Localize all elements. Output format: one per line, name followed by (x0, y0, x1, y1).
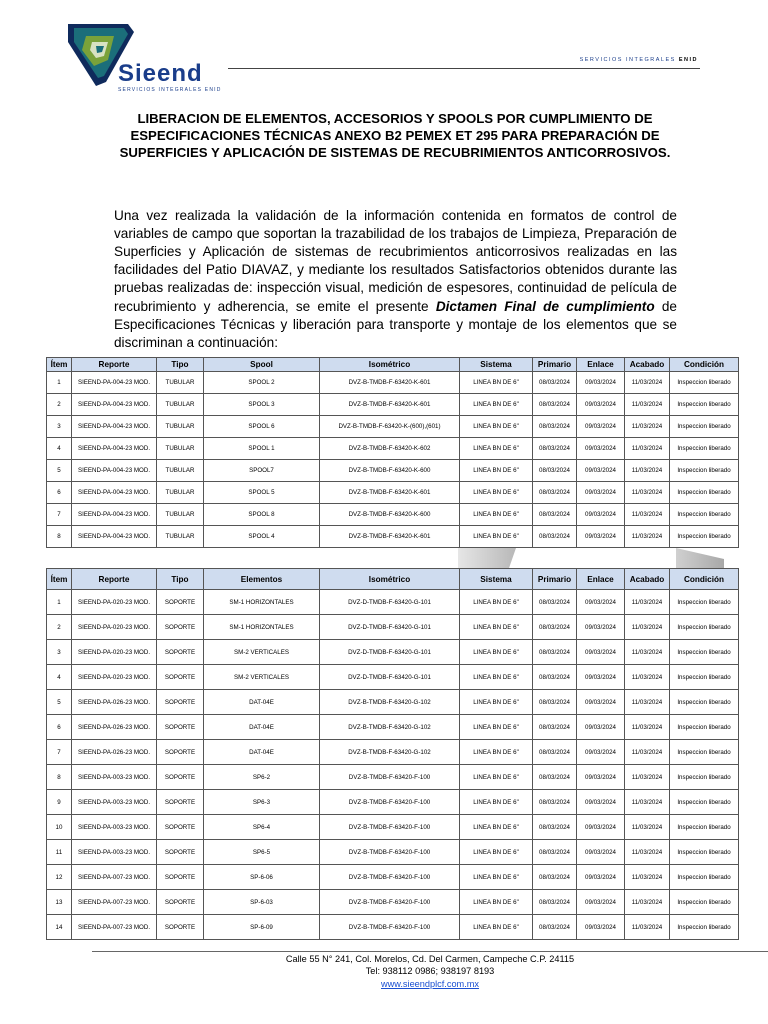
table-cell: 09/03/2024 (577, 840, 625, 865)
column-header: Condición (670, 358, 739, 372)
table-cell: SIEEND-PA-003-23 MOD. (72, 815, 157, 840)
table-cell: LINEA BN DE 6" (460, 504, 533, 526)
table-cell: 09/03/2024 (577, 790, 625, 815)
table-cell: SIEEND-PA-020-23 MOD. (72, 615, 157, 640)
table-cell: DAT-04E (204, 715, 320, 740)
table-cell: 09/03/2024 (577, 526, 625, 548)
table-cell: 11/03/2024 (625, 526, 670, 548)
table-cell: SIEEND-PA-004-23 MOD. (72, 438, 157, 460)
table-row (47, 460, 739, 482)
table-row (47, 865, 739, 890)
table-cell: DVZ-B-TMDB-F-63420-G-102 (320, 740, 460, 765)
table-cell: SPOOL 3 (204, 394, 320, 416)
brand-subtitle: SERVICIOS INTEGRALES ENID (118, 87, 222, 93)
column-header: Reporte (72, 569, 157, 590)
table-cell: 08/03/2024 (533, 615, 577, 640)
table-cell: SOPORTE (157, 690, 204, 715)
table-cell: 11/03/2024 (625, 915, 670, 940)
table-cell: LINEA BN DE 6" (460, 526, 533, 548)
table-cell: Inspeccion liberado (670, 865, 739, 890)
table-cell: SIEEND-PA-020-23 MOD. (72, 665, 157, 690)
table-cell: LINEA BN DE 6" (460, 460, 533, 482)
table-cell: 09/03/2024 (577, 865, 625, 890)
table-cell: LINEA BN DE 6" (460, 394, 533, 416)
table-cell: SOPORTE (157, 615, 204, 640)
table-row (47, 790, 739, 815)
brand-name: Sieend (118, 60, 203, 87)
table-cell: SP-6-09 (204, 915, 320, 940)
column-header: Spool (204, 358, 320, 372)
table-cell: LINEA BN DE 6" (460, 690, 533, 715)
table-cell: 1 (47, 590, 72, 615)
table-cell: 09/03/2024 (577, 460, 625, 482)
table-cell: 08/03/2024 (533, 416, 577, 438)
column-header: Primario (533, 569, 577, 590)
table-cell: LINEA BN DE 6" (460, 416, 533, 438)
table-cell: LINEA BN DE 6" (460, 765, 533, 790)
table-cell: 9 (47, 790, 72, 815)
table-cell: 4 (47, 438, 72, 460)
table-cell: SPOOL 5 (204, 482, 320, 504)
table-cell: DVZ-D-TMDB-F-63420-G-101 (320, 665, 460, 690)
table-cell: Inspeccion liberado (670, 840, 739, 865)
table-cell: LINEA BN DE 6" (460, 590, 533, 615)
table-cell: DVZ-B-TMDB-F-63420-K-(600),(601) (320, 416, 460, 438)
table-cell: SIEEND-PA-026-23 MOD. (72, 690, 157, 715)
intro-emphasis: Dictamen Final de cumplimiento (435, 298, 655, 314)
footer-address: Calle 55 N° 241, Col. Morelos, Cd. Del Carmen, Campeche C.P. 24115 (285, 954, 575, 964)
table-row (47, 416, 739, 438)
table-cell: SOPORTE (157, 815, 204, 840)
table-cell: SOPORTE (157, 865, 204, 890)
table-cell: DVZ-B-TMDB-F-63420-K-601 (320, 526, 460, 548)
table-cell: 11/03/2024 (625, 865, 670, 890)
table-cell: 09/03/2024 (577, 416, 625, 438)
table-cell: 2 (47, 394, 72, 416)
table-cell: 13 (47, 890, 72, 915)
table-cell: LINEA BN DE 6" (460, 865, 533, 890)
column-header: Tipo (157, 569, 204, 590)
table-cell: Inspeccion liberado (670, 394, 739, 416)
table-cell: SIEEND-PA-020-23 MOD. (72, 590, 157, 615)
column-header: Primario (533, 358, 577, 372)
footer-phone: Tel: 938112 0986; 938197 8193 (365, 966, 495, 977)
table-cell: Inspeccion liberado (670, 504, 739, 526)
footer-divider (92, 951, 768, 952)
table-cell: TUBULAR (157, 482, 204, 504)
table-cell: DVZ-B-TMDB-F-63420-G-102 (320, 690, 460, 715)
table-cell: 08/03/2024 (533, 790, 577, 815)
table-cell: LINEA BN DE 6" (460, 815, 533, 840)
table-cell: SOPORTE (157, 740, 204, 765)
table-cell: SOPORTE (157, 640, 204, 665)
table-cell: 09/03/2024 (577, 740, 625, 765)
table-row (47, 715, 739, 740)
table-cell: Inspeccion liberado (670, 740, 739, 765)
table-cell: SIEEND-PA-007-23 MOD. (72, 865, 157, 890)
table-cell: 08/03/2024 (533, 740, 577, 765)
table-cell: 11/03/2024 (625, 840, 670, 865)
table-cell: 11/03/2024 (625, 765, 670, 790)
spools-table (46, 357, 739, 548)
table-row (47, 526, 739, 548)
table-cell: 09/03/2024 (577, 715, 625, 740)
table-row (47, 372, 739, 394)
table-cell: 08/03/2024 (533, 840, 577, 865)
table-cell: SIEEND-PA-007-23 MOD. (72, 890, 157, 915)
table-cell: 08/03/2024 (533, 504, 577, 526)
table-cell: SM-1 HORIZONTALES (204, 590, 320, 615)
table-cell: 11/03/2024 (625, 740, 670, 765)
table-cell: Inspeccion liberado (670, 640, 739, 665)
table-cell: 09/03/2024 (577, 438, 625, 460)
table-cell: 12 (47, 865, 72, 890)
column-header: Enlace (577, 358, 625, 372)
table-row (47, 394, 739, 416)
table-cell: 08/03/2024 (533, 372, 577, 394)
column-header: Reporte (72, 358, 157, 372)
table-cell: SP-6-03 (204, 890, 320, 915)
table-row (47, 740, 739, 765)
table-cell: DVZ-B-TMDB-F-63420-F-100 (320, 890, 460, 915)
table-cell: DVZ-D-TMDB-F-63420-G-101 (320, 640, 460, 665)
column-header: Ítem (47, 569, 72, 590)
table-cell: LINEA BN DE 6" (460, 915, 533, 940)
decorative-shape (458, 548, 516, 568)
table-cell: SP6-3 (204, 790, 320, 815)
table-cell: DVZ-B-TMDB-F-63420-K-600 (320, 504, 460, 526)
table-cell: SIEEND-PA-004-23 MOD. (72, 394, 157, 416)
table-cell: 11/03/2024 (625, 416, 670, 438)
table-cell: DAT-04E (204, 690, 320, 715)
table-cell: SPOOL 2 (204, 372, 320, 394)
intro-text-2: de Especificaciones Técnicas y liberación para transporte y montaje de los elementos que se discriminan a continuación: (114, 298, 677, 351)
table-cell: 3 (47, 416, 72, 438)
table-cell: LINEA BN DE 6" (460, 740, 533, 765)
table-cell: 09/03/2024 (577, 482, 625, 504)
table-cell: SIEEND-PA-004-23 MOD. (72, 372, 157, 394)
column-header: Isométrico (320, 358, 460, 372)
table-row (47, 915, 739, 940)
table-cell: Inspeccion liberado (670, 790, 739, 815)
column-header: Enlace (577, 569, 625, 590)
table-cell: DVZ-B-TMDB-F-63420-K-601 (320, 394, 460, 416)
table-row (47, 504, 739, 526)
table-row (47, 690, 739, 715)
table-cell: 09/03/2024 (577, 590, 625, 615)
table-cell: LINEA BN DE 6" (460, 640, 533, 665)
table-cell: SPOOL7 (204, 460, 320, 482)
table-cell: Inspeccion liberado (670, 915, 739, 940)
table-cell: DVZ-D-TMDB-F-63420-G-101 (320, 590, 460, 615)
table-cell: 09/03/2024 (577, 690, 625, 715)
table-cell: Inspeccion liberado (670, 690, 739, 715)
column-header: Sistema (460, 358, 533, 372)
table-cell: TUBULAR (157, 394, 204, 416)
table-cell: 11/03/2024 (625, 504, 670, 526)
table-cell: LINEA BN DE 6" (460, 438, 533, 460)
table-cell: 08/03/2024 (533, 590, 577, 615)
table-cell: 09/03/2024 (577, 504, 625, 526)
table-cell: DVZ-D-TMDB-F-63420-G-101 (320, 615, 460, 640)
table-cell: 8 (47, 526, 72, 548)
table-cell: 09/03/2024 (577, 815, 625, 840)
table-cell: 08/03/2024 (533, 526, 577, 548)
header-right-text: SERVICIOS INTEGRALES (579, 57, 676, 63)
header-right-brand: ENID (678, 57, 698, 63)
table-cell: 08/03/2024 (533, 438, 577, 460)
table-cell: 08/03/2024 (533, 482, 577, 504)
table-cell: 11/03/2024 (625, 665, 670, 690)
table-cell: SIEEND-PA-003-23 MOD. (72, 790, 157, 815)
table-cell: Inspeccion liberado (670, 615, 739, 640)
table-cell: LINEA BN DE 6" (460, 482, 533, 504)
table-cell: TUBULAR (157, 526, 204, 548)
table-cell: Inspeccion liberado (670, 815, 739, 840)
column-header: Elementos (204, 569, 320, 590)
column-header: Tipo (157, 358, 204, 372)
table-cell: 3 (47, 640, 72, 665)
table-cell: 08/03/2024 (533, 890, 577, 915)
table-cell: 08/03/2024 (533, 915, 577, 940)
decorative-shape (676, 548, 724, 568)
table-cell: SIEEND-PA-026-23 MOD. (72, 740, 157, 765)
table-cell: 09/03/2024 (577, 890, 625, 915)
table-cell: Inspeccion liberado (670, 590, 739, 615)
page-header (0, 0, 768, 100)
column-header: Condición (670, 569, 739, 590)
table-cell: 09/03/2024 (577, 665, 625, 690)
table-cell: 6 (47, 715, 72, 740)
table-cell: 7 (47, 740, 72, 765)
table-cell: SM-2 VERTICALES (204, 640, 320, 665)
table-cell: DVZ-B-TMDB-F-63420-F-100 (320, 915, 460, 940)
table-cell: SOPORTE (157, 665, 204, 690)
table-cell: SIEEND-PA-004-23 MOD. (72, 416, 157, 438)
table-cell: SM-1 HORIZONTALES (204, 615, 320, 640)
table-cell: 2 (47, 615, 72, 640)
table-cell: 6 (47, 482, 72, 504)
table-cell: SP6-5 (204, 840, 320, 865)
table-cell: 11 (47, 840, 72, 865)
intro-paragraph (114, 207, 677, 353)
table-cell: 08/03/2024 (533, 640, 577, 665)
table-cell: LINEA BN DE 6" (460, 372, 533, 394)
table-cell: DVZ-B-TMDB-F-63420-F-100 (320, 840, 460, 865)
table-cell: TUBULAR (157, 460, 204, 482)
table-cell: 09/03/2024 (577, 765, 625, 790)
table-cell: TUBULAR (157, 504, 204, 526)
table-cell: Inspeccion liberado (670, 416, 739, 438)
table-cell: SOPORTE (157, 915, 204, 940)
table-cell: 08/03/2024 (533, 460, 577, 482)
page-footer (230, 953, 630, 990)
table-cell: SIEEND-PA-004-23 MOD. (72, 460, 157, 482)
table-cell: LINEA BN DE 6" (460, 665, 533, 690)
table-cell: Inspeccion liberado (670, 482, 739, 504)
table-cell: 08/03/2024 (533, 815, 577, 840)
table-cell: 08/03/2024 (533, 765, 577, 790)
table-row (47, 815, 739, 840)
table-cell: SIEEND-PA-004-23 MOD. (72, 482, 157, 504)
table-cell: Inspeccion liberado (670, 890, 739, 915)
table-cell: SIEEND-PA-026-23 MOD. (72, 715, 157, 740)
table-cell: 10 (47, 815, 72, 840)
table-cell: 4 (47, 665, 72, 690)
table-cell: Inspeccion liberado (670, 372, 739, 394)
table-row (47, 590, 739, 615)
table-cell: 09/03/2024 (577, 372, 625, 394)
table-cell: LINEA BN DE 6" (460, 790, 533, 815)
table-row (47, 438, 739, 460)
table-row (47, 615, 739, 640)
table-cell: TUBULAR (157, 438, 204, 460)
table-cell: SM-2 VERTICALES (204, 665, 320, 690)
table-cell: 11/03/2024 (625, 640, 670, 665)
table-cell: 09/03/2024 (577, 615, 625, 640)
table-cell: 11/03/2024 (625, 615, 670, 640)
table-cell: 1 (47, 372, 72, 394)
table-cell: SPOOL 8 (204, 504, 320, 526)
table-cell: SIEEND-PA-004-23 MOD. (72, 504, 157, 526)
table-cell: SOPORTE (157, 890, 204, 915)
table-cell: SIEEND-PA-003-23 MOD. (72, 765, 157, 790)
table-row (47, 890, 739, 915)
table-cell: 11/03/2024 (625, 890, 670, 915)
table-cell: SOPORTE (157, 840, 204, 865)
table-cell: LINEA BN DE 6" (460, 840, 533, 865)
table-cell: DAT-04E (204, 740, 320, 765)
table-cell: 09/03/2024 (577, 640, 625, 665)
table-cell: SOPORTE (157, 715, 204, 740)
table-cell: 11/03/2024 (625, 460, 670, 482)
table-cell: 09/03/2024 (577, 394, 625, 416)
table-cell: SIEEND-PA-004-23 MOD. (72, 526, 157, 548)
table-cell: LINEA BN DE 6" (460, 615, 533, 640)
table-cell: SIEEND-PA-020-23 MOD. (72, 640, 157, 665)
table-cell: 5 (47, 690, 72, 715)
table-cell: DVZ-B-TMDB-F-63420-K-601 (320, 372, 460, 394)
table-cell: Inspeccion liberado (670, 765, 739, 790)
table-cell: DVZ-B-TMDB-F-63420-F-100 (320, 790, 460, 815)
table-cell: Inspeccion liberado (670, 460, 739, 482)
table-cell: 11/03/2024 (625, 715, 670, 740)
table-cell: 11/03/2024 (625, 372, 670, 394)
table-cell: LINEA BN DE 6" (460, 890, 533, 915)
header-divider (228, 68, 700, 69)
table-row (47, 840, 739, 865)
table-cell: 11/03/2024 (625, 590, 670, 615)
table-cell: 5 (47, 460, 72, 482)
table-cell: TUBULAR (157, 416, 204, 438)
table-row (47, 482, 739, 504)
table-cell: SPOOL 6 (204, 416, 320, 438)
table-cell: SP6-2 (204, 765, 320, 790)
table-header-row (47, 569, 739, 590)
column-header: Sistema (460, 569, 533, 590)
table-cell: Inspeccion liberado (670, 526, 739, 548)
table-header-row (47, 358, 739, 372)
table-cell: DVZ-B-TMDB-F-63420-K-601 (320, 482, 460, 504)
table-cell: DVZ-B-TMDB-F-63420-F-100 (320, 765, 460, 790)
table-cell: 11/03/2024 (625, 790, 670, 815)
table-cell: SIEEND-PA-007-23 MOD. (72, 915, 157, 940)
table-cell: 7 (47, 504, 72, 526)
table-cell: SIEEND-PA-003-23 MOD. (72, 840, 157, 865)
intro-text-1: Una vez realizada la validación de la información contenida en formatos de control de variables de campo que soportan la trazabilidad de los trabajos de Limpieza, Preparación de Superficies y Aplicación de sistemas de recubrimientos anticorrosivos realizadas en las facilidades del Patio DIAVAZ, y mediante los resultados Satisfactorios obtenidos durante las pruebas realizadas de: inspección visual, medición de espesores, continuidad de película de recubrimiento y adherencia, se emite el presente (114, 207, 677, 314)
table-cell: 11/03/2024 (625, 690, 670, 715)
table-cell: DVZ-B-TMDB-F-63420-G-102 (320, 715, 460, 740)
table-cell: Inspeccion liberado (670, 715, 739, 740)
table-cell: DVZ-B-TMDB-F-63420-F-100 (320, 815, 460, 840)
table-cell: SP6-4 (204, 815, 320, 840)
table-cell: SPOOL 4 (204, 526, 320, 548)
table-cell: 11/03/2024 (625, 438, 670, 460)
header-right-label (580, 57, 698, 63)
table-cell: DVZ-B-TMDB-F-63420-K-600 (320, 460, 460, 482)
table-cell: 08/03/2024 (533, 394, 577, 416)
table-cell: DVZ-B-TMDB-F-63420-F-100 (320, 865, 460, 890)
table-cell: 08/03/2024 (533, 665, 577, 690)
column-header: Ítem (47, 358, 72, 372)
table-cell: 11/03/2024 (625, 815, 670, 840)
table-row (47, 640, 739, 665)
table-cell: 09/03/2024 (577, 915, 625, 940)
table-cell: LINEA BN DE 6" (460, 715, 533, 740)
table-cell: DVZ-B-TMDB-F-63420-K-602 (320, 438, 460, 460)
supports-table (46, 568, 739, 940)
table-cell: 8 (47, 765, 72, 790)
column-header: Acabado (625, 358, 670, 372)
table-cell: SP-6-06 (204, 865, 320, 890)
table-cell: 14 (47, 915, 72, 940)
table-cell: SOPORTE (157, 790, 204, 815)
table-cell: Inspeccion liberado (670, 438, 739, 460)
table-cell: TUBULAR (157, 372, 204, 394)
column-header: Isométrico (320, 569, 460, 590)
column-header: Acabado (625, 569, 670, 590)
document-title: LIBERACION DE ELEMENTOS, ACCESORIOS Y SPOOLS POR CUMPLIMIENTO DE ESPECIFICACIONES TÉCNICAS ANEXO B2 PEMEX ET 295 PARA PREPARACIÓN DE SUPERFICIES Y APLICACIÓN DE SISTEMAS DE RECUBRIMIENTOS ANTICORROSIVOS. (119, 111, 671, 160)
table-row (47, 665, 739, 690)
table-cell: SPOOL 1 (204, 438, 320, 460)
footer-website-link[interactable]: www.sieendplcf.com.mx (380, 978, 480, 989)
table-cell: SOPORTE (157, 590, 204, 615)
table-cell: 08/03/2024 (533, 865, 577, 890)
table-cell: Inspeccion liberado (670, 665, 739, 690)
table-cell: 08/03/2024 (533, 715, 577, 740)
table-cell: 11/03/2024 (625, 394, 670, 416)
table-cell: 11/03/2024 (625, 482, 670, 504)
table-cell: 08/03/2024 (533, 690, 577, 715)
table-row (47, 765, 739, 790)
table-cell: SOPORTE (157, 765, 204, 790)
